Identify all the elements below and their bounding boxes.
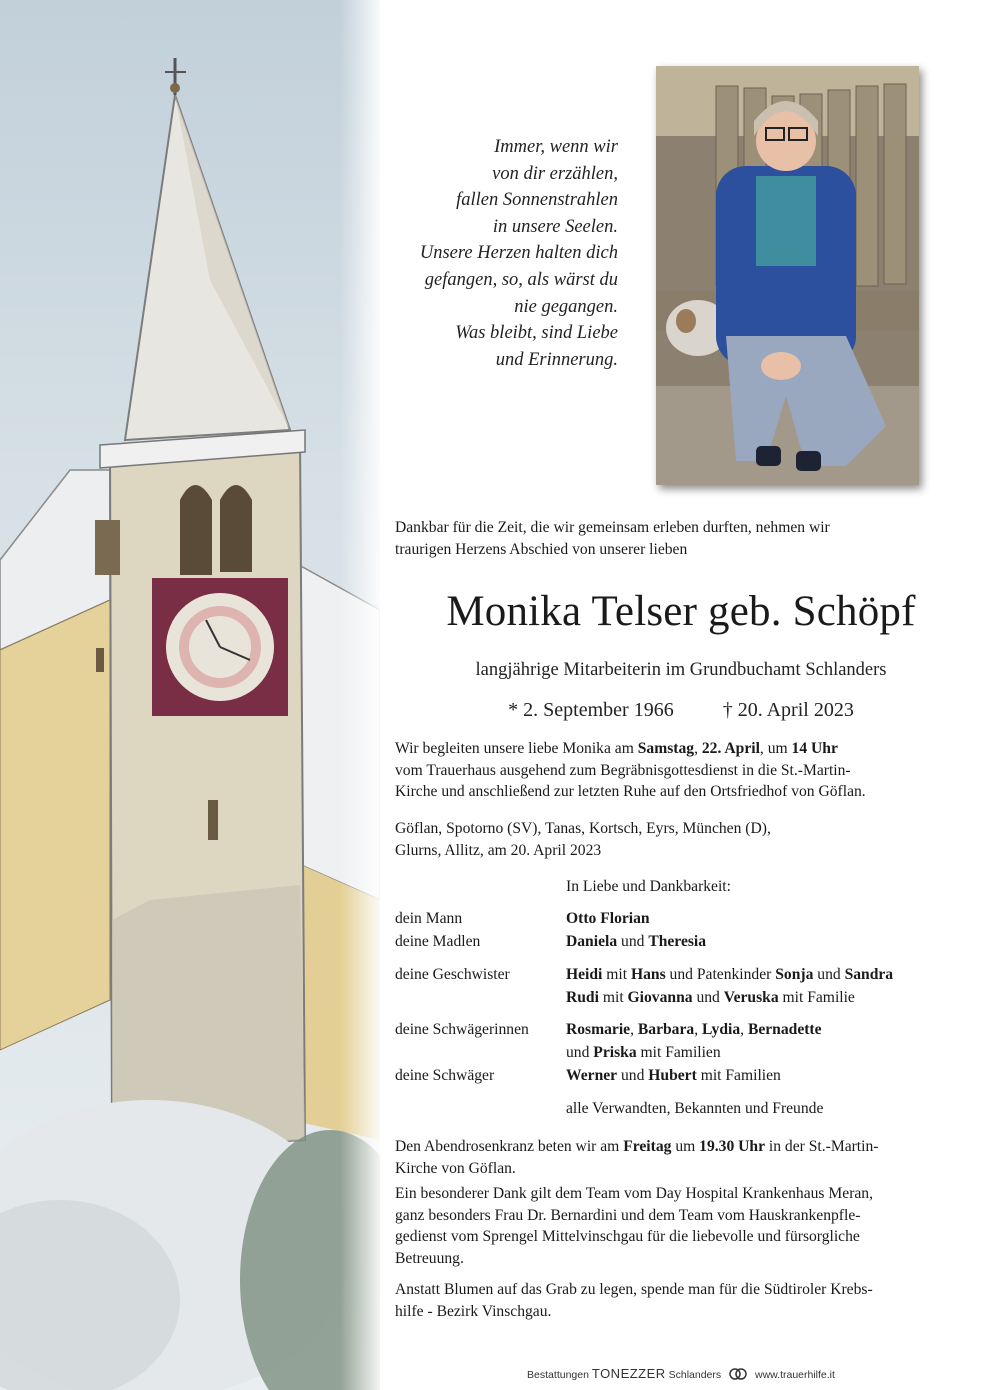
rosary-paragraph (395, 1136, 955, 1179)
service-line: Wir begleiten unsere liebe Monika am Samstag, 22. April, um 14 Uhr (395, 740, 838, 757)
mourner-names: Rosmarie, Barbara, Lydia, Bernadette (566, 1021, 822, 1038)
mourner-names: Daniela und Theresia (566, 933, 707, 950)
poem-line: und Erinnerung. (495, 349, 618, 370)
thanks-line: ganz besonders Frau Dr. Bernardini und dem Team vom Hauskrankenpfle- (395, 1206, 861, 1224)
mourner-label: deine Schwägerinnen (395, 1021, 529, 1038)
mourner-label: deine Schwäger (395, 1067, 495, 1084)
life-dates (380, 699, 982, 722)
portrait-photo (656, 66, 919, 485)
birth-date: * 2. September 1966 (508, 699, 674, 721)
poem-line: nie gegangen. (514, 296, 618, 317)
mourner-names: Rudi mit Giovanna und Veruska mit Familie (566, 989, 855, 1006)
places-and-date (395, 818, 955, 861)
footer (380, 1366, 982, 1384)
mourners-heading: In Liebe und Dankbarkeit: (566, 878, 731, 895)
places-line: Göflan, Spotorno (SV), Tanas, Kortsch, Eyrs, München (D), (395, 820, 771, 837)
donation-paragraph (395, 1279, 955, 1322)
mourner-label: deine Madlen (395, 933, 481, 950)
thanks-line: Ein besonderer Dank gilt dem Team vom Day Hospital Krankenhaus Meran, (395, 1185, 873, 1202)
footer-place: Schlanders (668, 1369, 722, 1381)
donation-line: Anstatt Blumen auf das Grab zu legen, spende man für die Südtiroler Krebs- (395, 1281, 873, 1298)
poem-line: fallen Sonnenstrahlen (456, 190, 618, 211)
thanks-line: Betreuung. (395, 1249, 464, 1267)
poem-line: Was bleibt, sind Liebe (455, 323, 618, 344)
intro-line: Dankbar für die Zeit, die wir gemeinsam erleben durften, nehmen wir (395, 519, 830, 536)
death-date: † 20. April 2023 (722, 699, 854, 721)
mourner-names: Heidi mit Hans und Patenkinder Sonja und Sandra (566, 966, 894, 983)
mourner-names: Otto Florian (566, 910, 650, 927)
intro-line: traurigen Herzens Abschied von unserer lieben (395, 540, 688, 558)
mourner-names: alle Verwandten, Bekannten und Freunde (566, 1100, 824, 1117)
memorial-poem (380, 134, 618, 373)
mourner-label: deine Geschwister (395, 966, 510, 983)
places-line: Glurns, Allitz, am 20. April 2023 (395, 841, 602, 859)
mourner-label: dein Mann (395, 910, 463, 927)
deceased-name: Monika Telser geb. Schöpf (446, 588, 916, 635)
poem-line: in unsere Seelen. (492, 216, 618, 237)
mourner-names: und Priska mit Familien (566, 1044, 721, 1061)
church-watercolor-illustration (0, 0, 380, 1390)
service-line: vom Trauerhaus ausgehend zum Begräbnisgottesdienst in die St.-Martin- (395, 761, 851, 779)
thanks-line: gedienst vom Sprengel Mittelvinschgau für die liebevolle und fürsorgliche (395, 1228, 860, 1246)
poem-line: von dir erzählen, (492, 163, 618, 184)
mourner-names: Werner und Hubert mit Familien (566, 1067, 781, 1084)
footer-prefix: Bestattungen (527, 1369, 589, 1381)
footer-brand: TONEZZER (591, 1366, 666, 1381)
funeral-service-paragraph (395, 738, 955, 803)
rosary-line: Kirche von Göflan. (395, 1159, 516, 1177)
poem-line: gefangen, so, als wärst du (424, 269, 618, 290)
intro-paragraph (395, 517, 955, 560)
rosary-line: Den Abendrosenkranz beten wir am Freitag um 19.30 Uhr in der St.-Martin- (395, 1138, 879, 1155)
thanks-paragraph (395, 1183, 955, 1269)
deceased-role: langjährige Mitarbeiterin im Grundbuchamt Schlanders (475, 660, 887, 680)
service-line: Kirche und anschließend zur letzten Ruhe auf den Ortsfriedhof von Göflan. (395, 783, 866, 801)
poem-line: Unsere Herzen halten dich (419, 243, 618, 264)
trauerhilfe-logo-icon (728, 1367, 748, 1384)
donation-line: hilfe - Bezirk Vinschgau. (395, 1302, 552, 1320)
footer-website[interactable]: www.trauerhilfe.it (754, 1369, 835, 1381)
poem-line: Immer, wenn wir (494, 137, 618, 157)
